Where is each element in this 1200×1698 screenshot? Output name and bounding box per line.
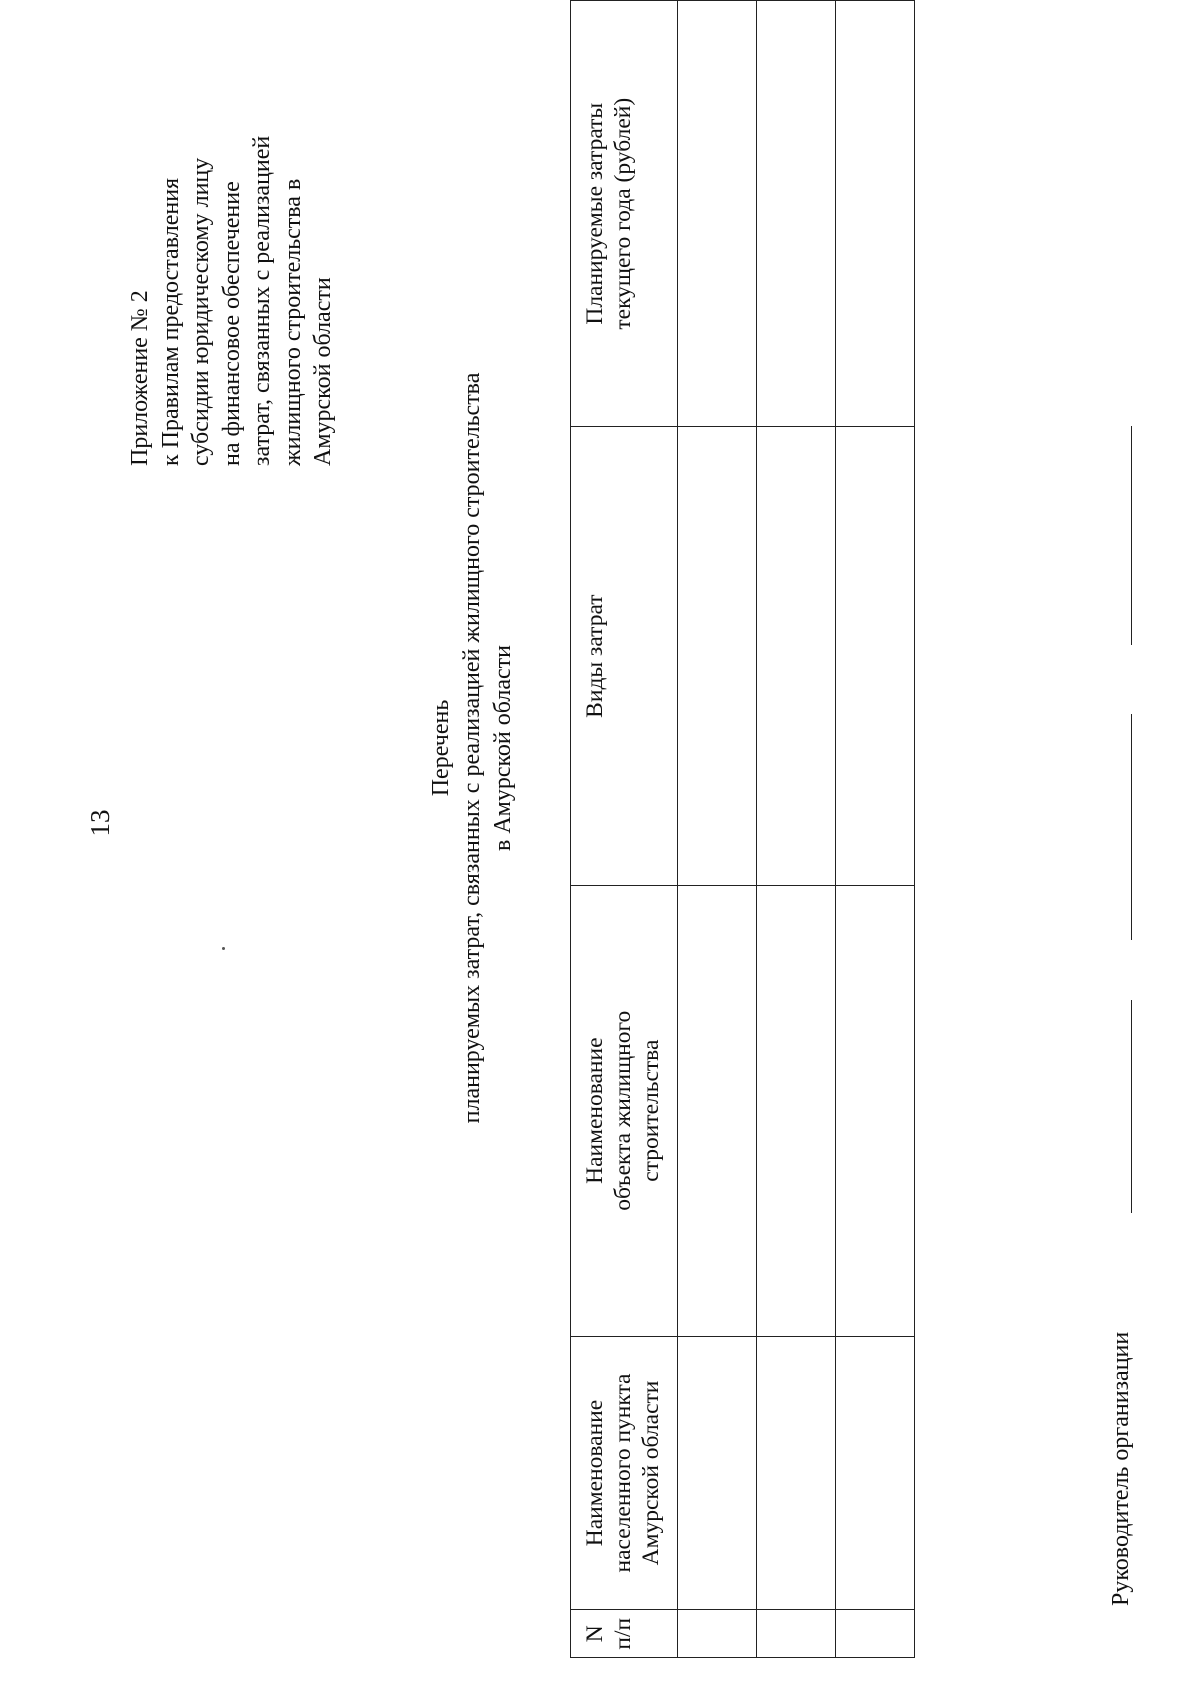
appendix-line: субсидии юридическому лицу	[188, 157, 214, 466]
header-line: строительства	[638, 1039, 664, 1182]
planned-costs-table	[570, 0, 915, 1658]
header-line: Планируемые затраты	[582, 102, 608, 325]
header-planned-costs	[571, 1, 678, 427]
table-cell	[836, 1610, 915, 1658]
table-cell	[836, 1, 915, 427]
header-line: N	[582, 1625, 608, 1643]
table-header-row	[571, 1, 678, 1658]
table-cell	[678, 427, 757, 885]
appendix-line: затрат, связанных с реализацией	[249, 135, 275, 466]
appendix-line: жилищного строительства в	[279, 178, 306, 466]
table-row	[678, 1, 757, 1658]
page-number: 13	[85, 809, 115, 837]
table-cell	[757, 1, 836, 427]
table-cell	[757, 1336, 836, 1610]
header-number	[571, 1610, 678, 1658]
signature-line-name	[1131, 426, 1132, 645]
title-line: в Амурской области	[490, 645, 516, 852]
table-cell	[757, 1610, 836, 1658]
table-row	[757, 1, 836, 1658]
header-cost-types	[571, 427, 678, 885]
title-line: Перечень	[428, 699, 454, 797]
table-cell	[836, 427, 915, 885]
document-title	[426, 318, 519, 1178]
header-line: объекта жилищного	[610, 1010, 636, 1211]
header-construction-object	[571, 885, 678, 1336]
header-line: Амурской области	[638, 1380, 664, 1566]
header-line: населенного пункта	[610, 1373, 636, 1573]
header-line: п/п	[610, 1617, 636, 1650]
signature-label: Руководитель организации	[1108, 1331, 1134, 1606]
table-cell	[757, 427, 836, 885]
table-row	[836, 1, 915, 1658]
header-line: Наименование	[582, 1037, 608, 1184]
table-cell	[678, 1336, 757, 1610]
appendix-line: Амурской области	[310, 277, 336, 466]
scan-speck	[222, 947, 225, 950]
appendix-line: к Правилам предоставления	[157, 177, 184, 466]
appendix-note	[125, 66, 339, 466]
signature-line-position	[1131, 1000, 1132, 1213]
header-line: Виды затрат	[582, 594, 608, 718]
header-line: Наименование	[582, 1399, 608, 1547]
header-line: текущего года (рублей)	[610, 97, 636, 330]
appendix-line: на финансовое обеспечение	[218, 181, 245, 466]
header-settlement	[571, 1336, 678, 1610]
table-cell	[836, 885, 915, 1336]
table-cell	[678, 885, 757, 1336]
table-cell	[757, 885, 836, 1336]
table-cell	[836, 1336, 915, 1610]
table-cell	[678, 1610, 757, 1658]
signature-line-sign	[1131, 714, 1132, 940]
appendix-line: Приложение № 2	[127, 290, 153, 466]
title-line: планируемых затрат, связанных с реализацией жилищного строительства	[459, 372, 485, 1124]
table-cell	[678, 1, 757, 427]
